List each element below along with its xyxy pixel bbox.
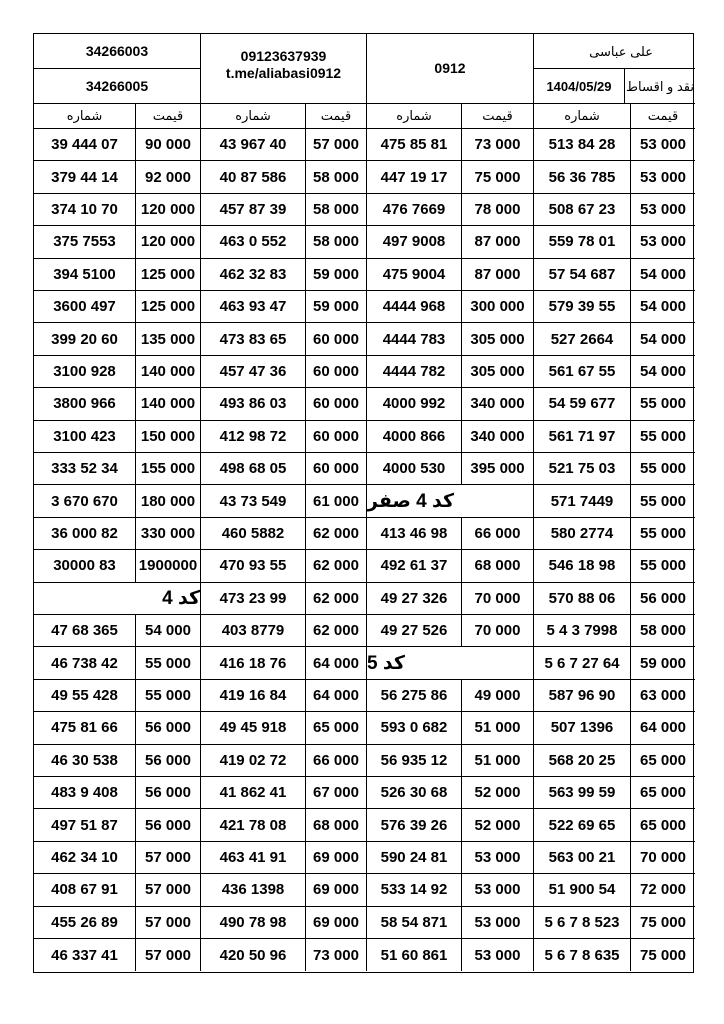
phone-number-cell: 559 78 01 [534,226,631,258]
phone-number-cell: 580 2774 [534,518,631,550]
phone-number-cell: 3800 966 [34,388,136,420]
price-cell: 55 000 [136,680,201,712]
col-header-price-4: قیمت [631,104,695,129]
price-cell: 64 000 [306,647,367,679]
price-cell: 68 000 [306,809,367,841]
price-cell: 54 000 [631,356,695,388]
phone-number-cell: 462 34 10 [34,842,136,874]
phone-number-cell: 473 83 65 [201,323,306,355]
phone-number-cell: 497 51 87 [34,809,136,841]
col-header-number-4: شماره [534,104,631,129]
price-cell: 51 000 [462,745,534,777]
phone-number-cell: 416 18 76 [201,647,306,679]
phone-number-cell: 4444 783 [367,323,462,355]
phone-number-cell: 375 7553 [34,226,136,258]
price-cell: 53 000 [462,874,534,906]
price-cell: 68 000 [462,550,534,582]
phone-number-cell: 40 87 586 [201,161,306,193]
price-cell: 62 000 [306,518,367,550]
phone-number-cell: 421 78 08 [201,809,306,841]
phone-number-cell: 46 738 42 [34,647,136,679]
price-cell: 87 000 [462,259,534,291]
phone-number-cell: 507 1396 [534,712,631,744]
price-cell: 53 000 [631,194,695,226]
phone-number-cell: 498 68 05 [201,453,306,485]
phone-number-cell: 408 67 91 [34,874,136,906]
phone-number-cell: 49 27 526 [367,615,462,647]
phone-number-cell: 490 78 98 [201,907,306,939]
phone-number-cell: 527 2664 [534,323,631,355]
price-cell: 64 000 [631,712,695,744]
price-cell: 60 000 [306,421,367,453]
phone-number-cell: 5 4 3 7998 [534,615,631,647]
phone-number-cell: 54 59 677 [534,388,631,420]
phone-number-cell: 403 8779 [201,615,306,647]
price-cell: 340 000 [462,388,534,420]
price-cell: 65 000 [631,777,695,809]
phone-number-cell: 3100 423 [34,421,136,453]
phone-number-cell: 513 84 28 [534,129,631,161]
col-header-price-3: قیمت [462,104,534,129]
price-cell: 56 000 [631,583,695,615]
price-cell: 53 000 [631,129,695,161]
phone-number-cell: 56 36 785 [534,161,631,193]
phone-number-cell: 470 93 55 [201,550,306,582]
price-cell: 305 000 [462,356,534,388]
phone-number-cell: 36 000 82 [34,518,136,550]
price-cell: 58 000 [631,615,695,647]
price-cell: 75 000 [640,946,686,964]
price-cell: 180 000 [136,485,201,517]
prefix: 0912 [367,34,534,104]
phone-number-cell: 49 27 326 [367,583,462,615]
price-cell: 53 000 [462,907,534,939]
phone-number-cell: 546 18 98 [534,550,631,582]
phone-number-cell: 476 7669 [367,194,462,226]
col-header-number-1: شماره [34,104,136,129]
price-cell: 70 000 [462,583,534,615]
phone-number-cell: 568 20 25 [534,745,631,777]
telegram-link[interactable]: t.me/aliabasi0912 [225,64,342,81]
phone-number-cell: 412 98 72 [201,421,306,453]
price-cell: 340 000 [462,421,534,453]
section-code-label: کد 5 [367,647,534,679]
price-cell: 60 000 [306,356,367,388]
price-cell: 92 000 [136,161,201,193]
phone-number-cell: 590 24 81 [367,842,462,874]
price-cell: 49 000 [462,680,534,712]
phone-number-cell: 508 67 23 [534,194,631,226]
price-cell: 62 000 [306,583,367,615]
price-cell: 58 000 [306,226,367,258]
price-cell: 60 000 [306,388,367,420]
phone-1: 34266003 [34,34,201,69]
price-cell: 66 000 [306,745,367,777]
phone-number-cell: 58 54 871 [367,907,462,939]
phone-number-cell: 333 52 34 [34,453,136,485]
price-cell: 135 000 [136,323,201,355]
price-cell: 62 000 [306,615,367,647]
price-cell: 59 000 [631,647,695,679]
phone-number-cell: 561 67 55 [534,356,631,388]
phone-number-cell: 394 5100 [34,259,136,291]
price-cell: 52 000 [462,809,534,841]
price-cell: 63 000 [631,680,695,712]
price-cell: 300 000 [462,291,534,323]
phone-number-cell: 56 275 86 [367,680,462,712]
phone-number-cell: 30000 83 [34,550,136,582]
phone-number-cell: 436 1398 [201,874,306,906]
payment-terms: نقد و اقساط [625,69,695,104]
phone-number-cell: 462 32 83 [201,259,306,291]
price-cell: 56 000 [136,712,201,744]
phone-number-cell: 457 47 36 [201,356,306,388]
price-cell: 125 000 [136,259,201,291]
price-cell: 61 000 [306,485,367,517]
phone-number-cell: 526 30 68 [367,777,462,809]
price-cell: 140 000 [136,356,201,388]
price-cell: 395 000 [462,453,534,485]
phone-number-cell: 4000 530 [367,453,462,485]
phone-number-cell: 475 81 66 [34,712,136,744]
phone-number-cell: 41 862 41 [201,777,306,809]
price-cell: 330 000 [136,518,201,550]
price-cell: 55 000 [631,388,695,420]
price-cell: 69 000 [306,842,367,874]
price-cell: 54 000 [631,323,695,355]
price-cell: 59 000 [306,291,367,323]
price-cell: 75 000 [462,161,534,193]
price-cell: 54 000 [631,259,695,291]
col-header-price-1: قیمت [136,104,201,129]
phone-number-cell: 4000 992 [367,388,462,420]
price-cell: 78 000 [462,194,534,226]
price-cell: 150 000 [136,421,201,453]
price-cell: 73 000 [306,939,367,971]
phone-number-cell: 51 60 861 [367,939,462,971]
seller-name: علی عباسی [534,34,695,69]
phone-number-cell: 579 39 55 [534,291,631,323]
price-cell: 59 000 [306,259,367,291]
price-cell: 58 000 [306,161,367,193]
price-cell: 70 000 [631,842,695,874]
price-cell: 55 000 [631,550,695,582]
phone-number-cell: 483 9 408 [34,777,136,809]
price-cell: 53 000 [631,161,695,193]
price-cell: 69 000 [306,874,367,906]
section-code-label: کد 4 [34,583,201,615]
phone-number-cell: 419 02 72 [201,745,306,777]
phone-number-cell: 571 7449 [534,485,631,517]
phone-number-cell: 533 14 92 [367,874,462,906]
mobile-number: 09123637939 [240,47,327,64]
price-cell: 53 000 [462,842,534,874]
phone-number-cell: 413 46 98 [367,518,462,550]
phone-number-cell: 419 16 84 [201,680,306,712]
phone-number-cell: 46 337 41 [34,939,136,971]
phone-number-cell: 563 00 21 [534,842,631,874]
date: 1404/05/29 [534,69,625,104]
price-cell: 58 000 [306,194,367,226]
phone-number-cell: 49 45 918 [201,712,306,744]
price-cell: 56 000 [136,777,201,809]
phone-2: 34266005 [34,69,201,104]
phone-number-cell: 475 9004 [367,259,462,291]
col-header-number-3: شماره [367,104,462,129]
price-cell: 55 000 [631,453,695,485]
phone-number-cell: 493 86 03 [201,388,306,420]
price-cell: 120 000 [136,194,201,226]
phone-number-cell: 51 900 54 [534,874,631,906]
price-cell: 53 000 [631,226,695,258]
price-cell: 90 000 [136,129,201,161]
price-cell: 140 000 [136,388,201,420]
price-cell: 155 000 [136,453,201,485]
price-cell: 72 000 [631,874,695,906]
phone-number-cell: 522 69 65 [534,809,631,841]
price-cell: 56 000 [136,745,201,777]
phone-number-cell: 379 44 14 [34,161,136,193]
phone-number-cell: 49 55 428 [34,680,136,712]
phone-number-cell: 43 967 40 [201,129,306,161]
phone-number-cell: 463 41 91 [201,842,306,874]
phone-number-cell: 3100 928 [34,356,136,388]
phone-number-cell: 4444 782 [367,356,462,388]
price-cell: 75 000 [631,907,695,939]
price-cell: 57 000 [136,874,201,906]
phone-number-cell: 463 0 552 [201,226,306,258]
col-header-price-2: قیمت [306,104,367,129]
phone-number-cell: 473 23 99 [201,583,306,615]
phone-number-cell: 455 26 89 [34,907,136,939]
price-cell: 65 000 [306,712,367,744]
contact-block [201,34,367,104]
phone-number-cell: 39 444 07 [34,129,136,161]
phone-number-cell: 492 61 37 [367,550,462,582]
price-cell: 60 000 [306,453,367,485]
price-cell: 56 000 [136,809,201,841]
price-cell: 65 000 [631,809,695,841]
price-cell: 305 000 [462,323,534,355]
price-cell: 53 000 [462,939,534,971]
phone-number-cell: 561 71 97 [534,421,631,453]
price-cell: 57 000 [306,129,367,161]
price-cell: 125 000 [136,291,201,323]
phone-number-cell: 447 19 17 [367,161,462,193]
phone-number-cell: 43 73 549 [201,485,306,517]
price-cell: 57 000 [136,842,201,874]
phone-number-cell: 3600 497 [34,291,136,323]
price-cell: 52 000 [462,777,534,809]
price-cell: 70 000 [462,615,534,647]
phone-number-cell: 457 87 39 [201,194,306,226]
phone-number-cell: 57 54 687 [534,259,631,291]
price-cell: 57 000 [136,907,201,939]
phone-number-cell: 47 68 365 [34,615,136,647]
price-cell: 69 000 [306,907,367,939]
price-cell: 57 000 [136,939,201,971]
phone-number-cell: 593 0 682 [367,712,462,744]
price-cell: 73 000 [462,129,534,161]
price-cell: 55 000 [136,647,201,679]
price-cell: 87 000 [462,226,534,258]
phone-number-cell: 46 30 538 [34,745,136,777]
phone-number-cell: 5 6 7 8 523 [534,907,631,939]
phone-number-cell: 3 670 670 [34,485,136,517]
phone-number-cell: 563 99 59 [534,777,631,809]
price-cell: 65 000 [631,745,695,777]
price-cell: 64 000 [306,680,367,712]
price-cell: 67 000 [306,777,367,809]
phone-number-cell: 5 6 7 27 64 [534,647,631,679]
price-cell: 54 000 [631,291,695,323]
phone-number-cell: 4000 866 [367,421,462,453]
price-cell: 54 000 [136,615,201,647]
price-cell: 120 000 [136,226,201,258]
phone-number-cell: 587 96 90 [534,680,631,712]
phone-number-cell: 521 75 03 [534,453,631,485]
phone-number-cell: 56 935 12 [367,745,462,777]
phone-number-cell: 374 10 70 [34,194,136,226]
phone-number-cell: 4444 968 [367,291,462,323]
price-cell: 55 000 [631,518,695,550]
phone-number-cell: 5 6 7 8 635 [534,939,631,971]
phone-number-cell: 463 93 47 [201,291,306,323]
phone-number-cell: 576 39 26 [367,809,462,841]
price-cell: 1900000 [136,550,201,582]
price-cell: 66 000 [462,518,534,550]
price-cell: 60 000 [306,323,367,355]
phone-number-cell: 475 85 81 [367,129,462,161]
price-list-sheet [33,33,694,973]
section-code-label: کد 4 صفر [367,485,534,517]
price-cell: 62 000 [306,550,367,582]
price-cell: 55 000 [631,485,695,517]
price-cell: 51 000 [462,712,534,744]
phone-number-cell: 420 50 96 [201,939,306,971]
phone-number-cell: 497 9008 [367,226,462,258]
phone-number-cell: 460 5882 [201,518,306,550]
col-header-number-2: شماره [201,104,306,129]
phone-number-cell: 570 88 06 [534,583,631,615]
phone-number-cell: 399 20 60 [34,323,136,355]
price-cell: 55 000 [631,421,695,453]
